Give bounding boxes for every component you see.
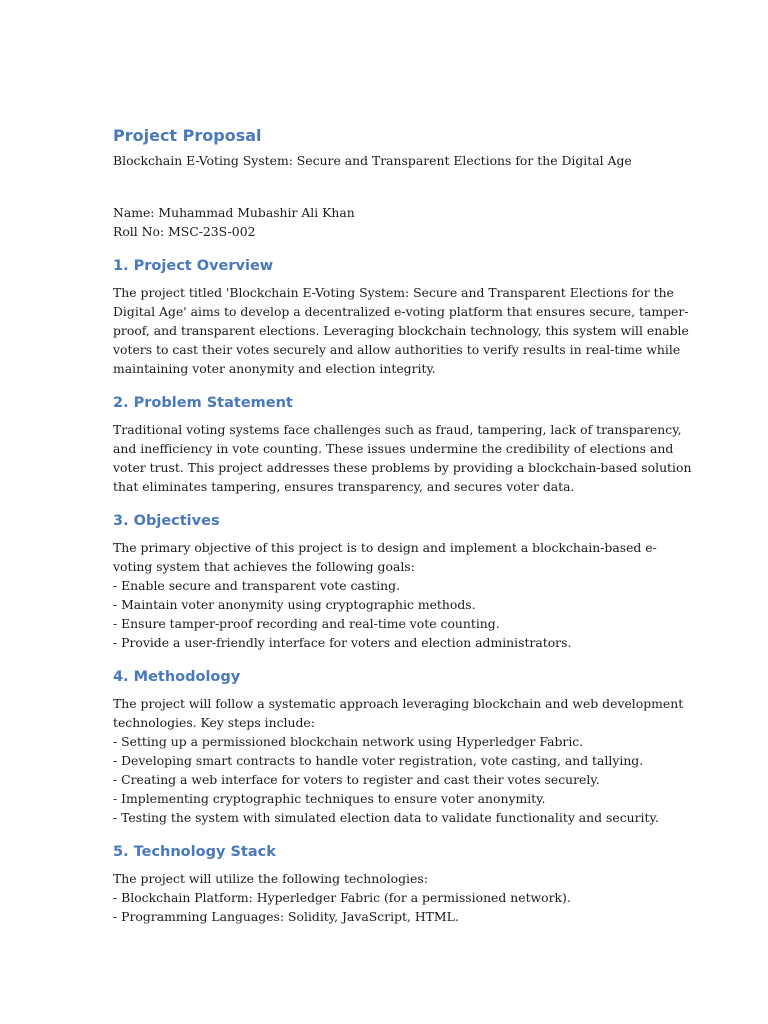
section-problem-statement [113,392,692,496]
section-heading: 3. Objectives [113,513,220,529]
author-name: Name: Muhammad Mubashir Ali Khan [113,205,355,220]
document-subtitle: Blockchain E-Voting System: Secure and Transparent Elections for the Digital Age [113,153,632,168]
list-item: - Programming Languages: Solidity, JavaScript, HTML. [113,909,459,924]
list-item: - Enable secure and transparent vote casting. [113,578,401,593]
list-item: - Provide a user-friendly interface for voters and election administrators. [113,635,572,650]
document-body [113,124,692,926]
paragraph-line: The project will follow a systematic approach leveraging blockchain and web development [113,696,684,711]
paragraph-line: voting system that achieves the following goals: [113,559,415,574]
section-heading: 2. Problem Statement [113,395,293,411]
section-heading: 4. Methodology [113,669,241,685]
paragraph-line: The project titled 'Blockchain E-Voting System: Secure and Transparent Elections for the [113,285,674,300]
paragraph-line: maintaining voter anonymity and election integrity. [113,361,436,376]
paragraph-line: that eliminates tampering, ensures transparency, and secures voter data. [113,479,575,494]
section-methodology [113,666,684,827]
list-item: - Blockchain Platform: Hyperledger Fabric (for a permissioned network). [113,890,571,905]
list-item: - Maintain voter anonymity using cryptographic methods. [113,597,476,612]
author-info [113,203,673,241]
section-objectives [113,510,673,652]
paragraph-line: voters to cast their votes securely and allow authorities to verify results in real-time while [113,342,681,357]
paragraph-line: technologies. Key steps include: [113,715,315,730]
list-item: - Implementing cryptographic techniques to ensure voter anonymity. [113,791,546,806]
paragraph-line: and inefficiency in vote counting. These issues undermine the credibility of elections and [113,441,674,456]
paragraph-line: proof, and transparent elections. Leveraging blockchain technology, this system will enable [113,323,689,338]
section-heading: 1. Project Overview [113,258,274,274]
section-project-overview [113,255,689,378]
list-item: - Setting up a permissioned blockchain network using Hyperledger Fabric. [113,734,584,749]
document-title: Project Proposal [113,126,262,145]
paragraph-line: voter trust. This project addresses these problems by providing a blockchain-based solution [113,460,692,475]
section-technology-stack [113,841,673,926]
list-item: - Creating a web interface for voters to register and cast their votes securely. [113,772,600,787]
section-heading: 5. Technology Stack [113,844,276,860]
list-item: - Testing the system with simulated election data to validate functionality and security. [113,810,659,825]
paragraph-line: The project will utilize the following technologies: [113,871,428,886]
paragraph-line: Digital Age' aims to develop a decentralized e-voting platform that ensures secure, tamper- [113,304,689,319]
paragraph-line: Traditional voting systems face challenges such as fraud, tampering, lack of transparency, [113,422,682,437]
list-item: - Developing smart contracts to handle voter registration, vote casting, and tallying. [113,753,644,768]
roll-number: Roll No: MSC-23S-002 [113,224,256,239]
list-item: - Ensure tamper-proof recording and real-time vote counting. [113,616,500,631]
paragraph-line: The primary objective of this project is to design and implement a blockchain-based e- [113,540,657,555]
